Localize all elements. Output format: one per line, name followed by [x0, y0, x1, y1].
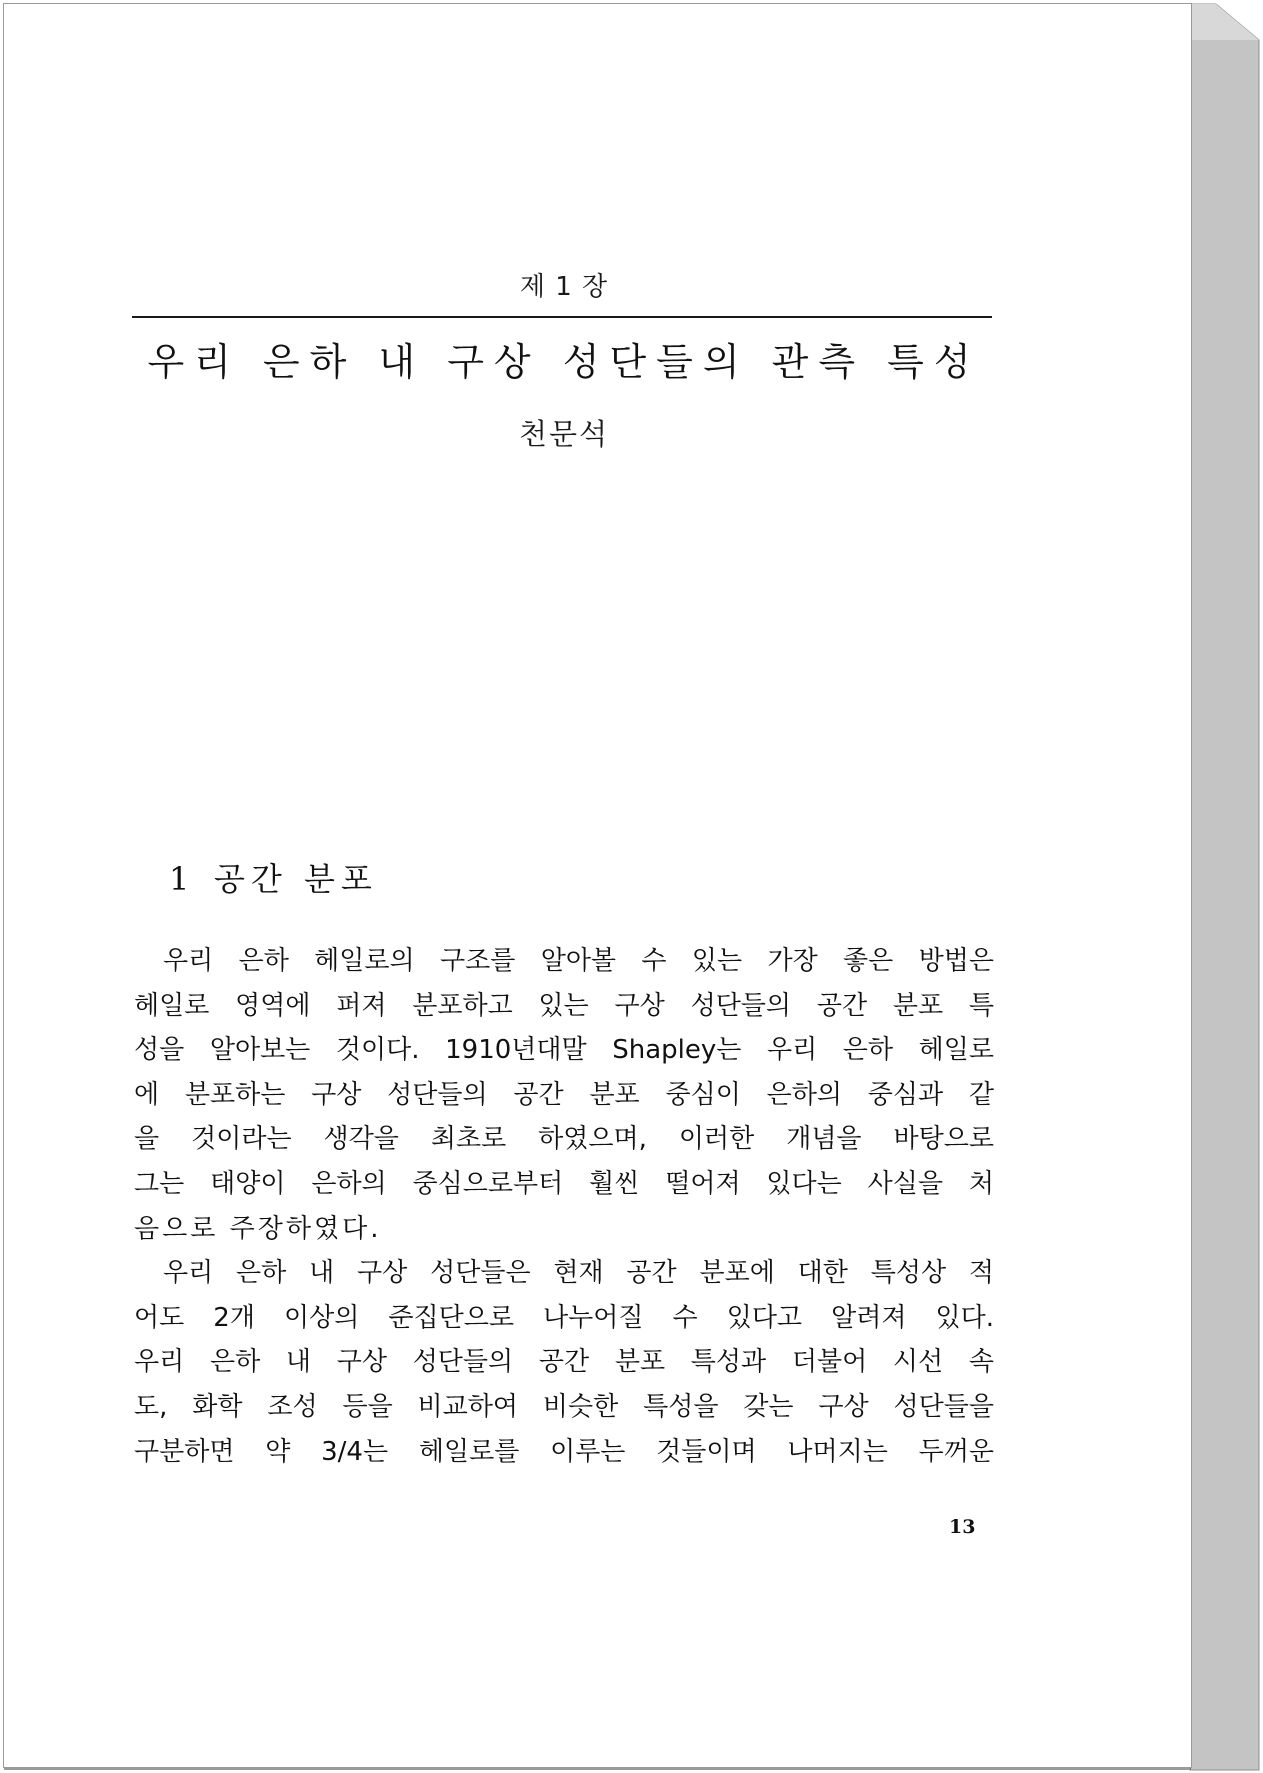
title-rule — [132, 316, 992, 318]
section-number: 1 — [169, 860, 190, 898]
body-line: 헤일로 영역에 퍼져 분포하고 있는 구상 성단들의 공간 분포 특 — [134, 990, 994, 1021]
page-sheet — [3, 3, 1192, 1768]
body-line: 을 것이라는 생각을 최초로 하였으며, 이러한 개념을 바탕으로 — [134, 1124, 994, 1155]
body-text — [134, 939, 994, 1474]
body-line: 에 분포하는 구상 성단들의 공간 분포 중심이 은하의 중심과 같 — [134, 1079, 994, 1110]
body-line: 그는 태양이 은하의 중심으로부터 훨씬 떨어져 있다는 사실을 처 — [134, 1168, 994, 1199]
body-line: 성을 알아보는 것이다. 1910년대말 Shapley는 우리 은하 헤일로 — [134, 1035, 994, 1066]
body-line: 우리 은하 내 구상 성단들의 공간 분포 특성과 더불어 시선 속 — [134, 1347, 994, 1378]
author-name: 천문석 — [518, 417, 610, 451]
body-line: 우리 은하 내 구상 성단들은 현재 공간 분포에 대한 특성상 적 — [163, 1258, 994, 1289]
section-heading — [169, 854, 378, 900]
page-number: 13 — [949, 1516, 976, 1538]
chapter-label: 제 1 장 — [519, 272, 609, 302]
body-line: 구분하면 약 3/4는 헤일로를 이루는 것들이며 나머지는 두꺼운 — [134, 1436, 994, 1467]
body-line: 도, 화학 조성 등을 비교하여 비슷한 특성을 갖는 구상 성단들을 — [134, 1391, 994, 1422]
body-line: 음으로 주장하였다. — [134, 1213, 382, 1244]
body-line: 우리 은하 헤일로의 구조를 알아볼 수 있는 가장 좋은 방법은 — [163, 946, 994, 976]
section-title: 공간 분포 — [214, 860, 378, 898]
body-line: 어도 2개 이상의 준집단으로 나누어질 수 있다고 알려져 있다. — [134, 1302, 994, 1333]
chapter-title: 우리 은하 내 구상 성단들의 관측 특성 — [147, 340, 981, 384]
